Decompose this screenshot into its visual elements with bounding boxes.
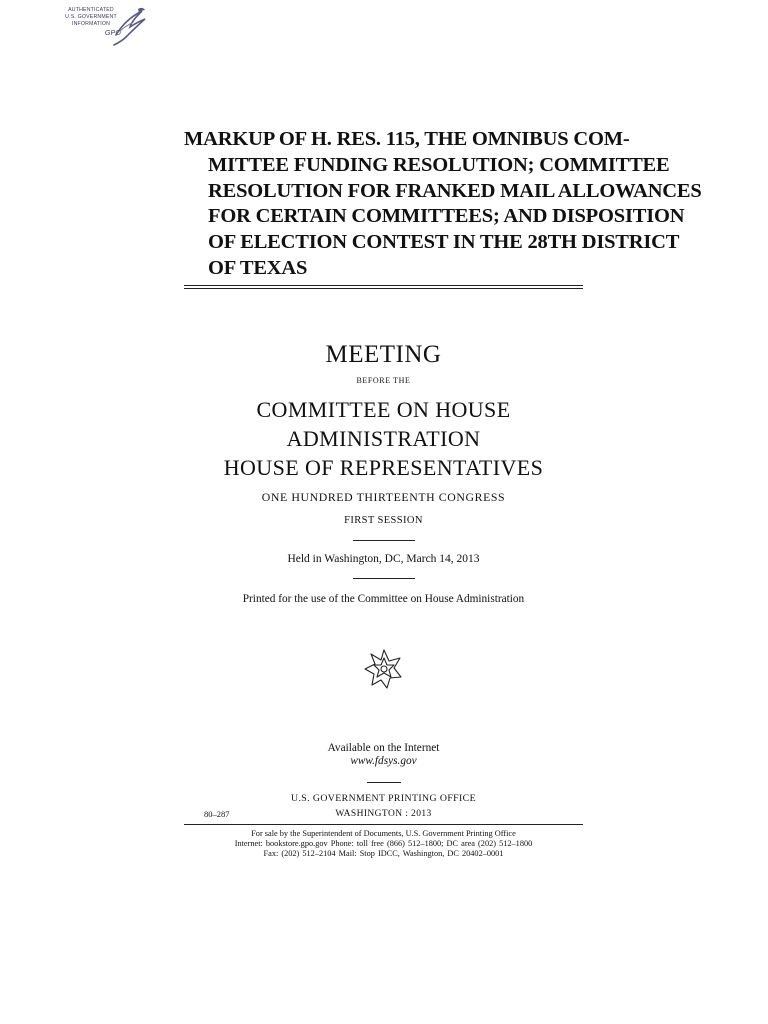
meeting-heading: MEETING: [325, 341, 442, 368]
section-divider: [353, 540, 415, 541]
title-line: OF TEXAS: [208, 256, 308, 279]
held-date-line: Held in Washington, DC, March 14, 2013: [287, 553, 480, 565]
title-line: RESOLUTION FOR FRANKED MAIL ALLOWANCES: [208, 179, 702, 202]
city-year-line: WASHINGTON : 2013: [335, 809, 432, 819]
title-line: MARKUP OF H. RES. 115, THE OMNIBUS COM-: [184, 128, 630, 150]
seal-text-line: AUTHENTICATED: [68, 7, 114, 13]
title-line: MITTEE FUNDING RESOLUTION; COMMITTEE: [208, 153, 670, 176]
sale-info-line: Fax: (202) 512–2104 Mail: Stop IDCC, Washington, DC 20402–0001: [263, 849, 504, 858]
section-divider: [367, 782, 401, 783]
printed-for-line: Printed for the use of the Committee on House Administration: [242, 593, 525, 605]
job-number: 80–287: [204, 809, 230, 819]
gpo-authentication-seal: [60, 5, 150, 47]
committee-name-line: COMMITTEE ON HOUSE: [256, 397, 511, 422]
session-label: FIRST SESSION: [344, 515, 423, 526]
footer-rule: [184, 824, 583, 825]
printer-name: U.S. GOVERNMENT PRINTING OFFICE: [290, 793, 477, 804]
before-the-label: BEFORE THE: [356, 376, 411, 385]
sale-info-line: Internet: bookstore.gpo.gov Phone: toll free (866) 512–1800; DC area (202) 512–1800: [234, 839, 533, 848]
sale-info-line: For sale by the Superintendent of Documents, U.S. Government Printing Office: [251, 829, 516, 838]
document-title: [184, 127, 702, 282]
available-online-line: Available on the Internet: [327, 742, 440, 754]
seal-gpo-text: GPO: [104, 30, 122, 37]
committee-name-line: HOUSE OF REPRESENTATIVES: [223, 455, 544, 480]
fdsys-link[interactable]: www.fdsys.gov: [350, 755, 417, 767]
section-divider: [353, 578, 415, 579]
eagle-icon: [112, 5, 148, 47]
congress-label: ONE HUNDRED THIRTEENTH CONGRESS: [261, 490, 506, 504]
seal-text-line: U.S. GOVERNMENT: [65, 14, 117, 20]
seal-text-line: INFORMATION: [71, 21, 111, 27]
gpo-star-ornament-icon: [362, 647, 406, 691]
committee-name-line: ADMINISTRATION: [286, 426, 481, 451]
title-double-rule: [184, 285, 583, 289]
title-line: OF ELECTION CONTEST IN THE 28TH DISTRICT: [208, 231, 680, 254]
title-line: FOR CERTAIN COMMITTEES; AND DISPOSITION: [208, 205, 685, 228]
